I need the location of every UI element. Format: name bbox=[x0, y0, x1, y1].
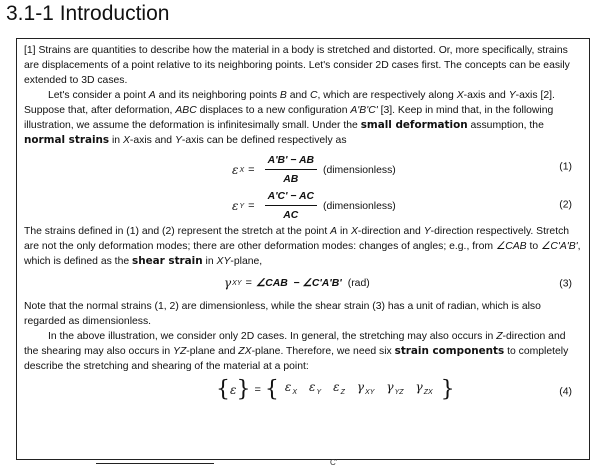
strain-component: $\gamma_{XY}$ bbox=[356, 380, 375, 396]
strain-component: $\varepsilon_Z$ bbox=[333, 380, 345, 396]
figure-label-fragment: C' bbox=[330, 458, 338, 467]
strain-components-list bbox=[285, 380, 433, 400]
term-strain-components: strain components bbox=[394, 345, 505, 357]
equation-label-4: (4) bbox=[559, 386, 572, 398]
strain-component: $\varepsilon_Y$ bbox=[309, 380, 322, 396]
equation-1: ε X = $\frac{A'B' - AB}{AB}$ (dimensionless) (1) bbox=[232, 155, 572, 185]
paragraph-3d: In the above illustration, we consider only 2D cases. In general, the stretching may also occurs in Z-direction and the shearing may also occurs in YZ-plane and ZX-plane. Therefore, we need six strain components to completely describe the stretching and shearing of the material at a point: bbox=[24, 331, 569, 372]
figure-line-fragment bbox=[96, 463, 214, 464]
strain-component: $\gamma_{ZX}$ bbox=[415, 380, 433, 396]
paragraph-note: Note that the normal strains (1, 2) are dimensionless, while the shear strain (3) has a unit of radian, which is also regarded as dimensionless. bbox=[24, 301, 541, 327]
paragraph-shear: The strains defined in (1) and (2) represent the stretch at the point A in X-direction and Y-direction respectively. Stretch are not the only deformation modes; there are other deformation modes: changes of angles; e.g., from ∠CAB to ∠C'A'B', which is defined as the shear strain in XY-plane, bbox=[24, 226, 581, 267]
strain-component: $\varepsilon_X$ bbox=[284, 380, 298, 396]
paragraph-intro: [1] Strains are quantities to describe how the material in a body is stretched and distorted. Or, more specifically, strains are displacements of a point relative to its neighboring points. Let's consider 2D cases first. The concepts can be easily extended to 3D cases. bbox=[24, 45, 570, 86]
page-title: 3.1-1 Introduction bbox=[6, 2, 170, 25]
equation-label-1: (1) bbox=[559, 161, 572, 173]
paragraph-deformation: Let's consider a point A and its neighboring points B and C, which are respectively along X-axis and Y-axis [2]. Suppose that, after deformation, ABC displaces to a new configuration A'B'C' [3]. Keep in mind that, in the following illustration, we assume the deformation is infinitesimally small. Under the small deformation assumption, the normal strains in X-axis and Y-axis can be defined respectively as bbox=[24, 90, 555, 146]
term-small-deformation: small deformation bbox=[360, 119, 468, 131]
equation-4: { ε } = { $\varepsilon_X$ $\varepsilon_Y$ $\varepsilon_Z$ $\gamma_{XY}$ $\gamma_{YZ}$ $\gamma_{ZX}$ } (4) bbox=[216, 377, 572, 402]
term-normal-strains: normal strains bbox=[24, 134, 110, 146]
equation-2: ε Y = $\frac{A'C' - AC}{AC}$ (dimensionless) (2) bbox=[232, 191, 572, 221]
term-shear-strain: shear strain bbox=[132, 255, 203, 267]
equation-label-3: (3) bbox=[559, 278, 572, 290]
equation-label-2: (2) bbox=[559, 199, 572, 211]
equation-3: γ XY = ∠CAB − ∠C'A'B' (rad) (3) bbox=[224, 276, 572, 290]
content-box bbox=[16, 38, 590, 460]
strain-component: $\gamma_{YZ}$ bbox=[386, 380, 404, 396]
